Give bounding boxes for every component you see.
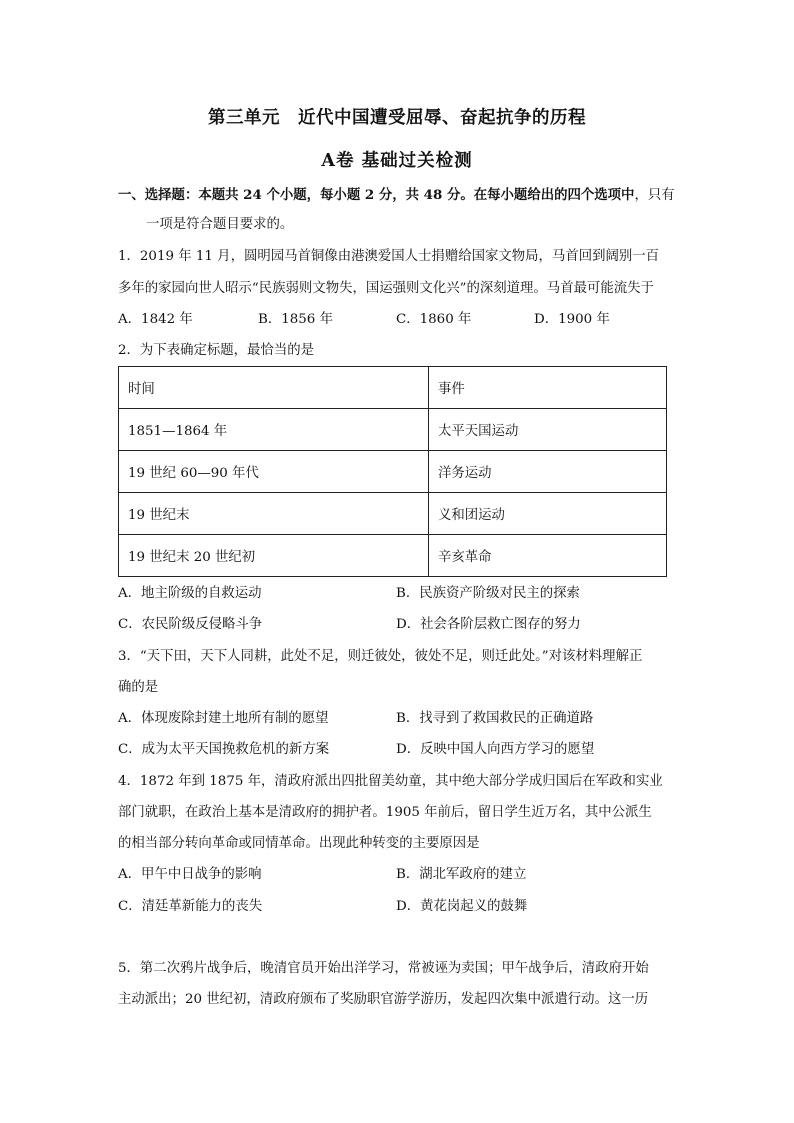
q2-option-a: A．地主阶级的自救运动 (118, 586, 262, 601)
q3-option-d: D．反映中国人向西方学习的愿望 (396, 742, 595, 757)
q5-line-1: 5．第二次鸦片战争后，晚清官员开始出洋学习，常被诬为卖国；甲午战争后，清政府开始 (118, 961, 649, 976)
table-header-row (119, 367, 667, 409)
q5-line-2: 主动派出；20 世纪初，清政府颁布了奖励职官游学游历，发起四次集中派遣行动。这一历 (118, 992, 649, 1007)
q3-option-a: A．体现废除封建土地所有制的愿望 (118, 711, 329, 726)
q4-option-d: D．黄花岗起义的鼓舞 (396, 899, 528, 914)
table-row (119, 535, 667, 577)
table-cell: 辛亥革命 (429, 535, 667, 577)
q1-line-1: 1．2019 年 11 月，圆明园马首铜像由港澳爱国人士捐赠给国家文物局，马首回到阔别一百 (118, 249, 660, 264)
q2-option-c: C．农民阶级反侵略斗争 (118, 617, 263, 632)
table-cell: 1851—1864 年 (119, 409, 429, 451)
q3-line-1: 3．“天下田，天下人同耕，此处不足，则迁彼处，彼处不足，则迁此处。”对该材料理解正 (118, 649, 643, 664)
q2-line-1: 2．为下表确定标题，最恰当的是 (118, 343, 314, 358)
q2-option-d: D．社会各阶层救亡图存的努力 (396, 617, 581, 632)
instructions-line-1 (118, 186, 675, 205)
q4-option-b: B．湖北军政府的建立 (396, 867, 527, 882)
q3-line-2: 确的是 (118, 680, 159, 695)
table-header-event: 事件 (429, 367, 667, 409)
q4-line-3: 的相当部分转向革命或同情革命。出现此种转变的主要原因是 (118, 836, 480, 851)
table-row (119, 451, 667, 493)
q1-option-a: A．1842 年 (118, 312, 193, 327)
q3-option-b: B．找寻到了救国救民的正确道路 (396, 711, 594, 726)
q1-option-d: D．1900 年 (534, 312, 610, 327)
table-cell: 19 世纪末 (119, 493, 429, 535)
table-header-time: 时间 (119, 367, 429, 409)
q3-option-c: C．成为太平天国挽救危机的新方案 (118, 742, 330, 757)
q4-line-1: 4．1872 年到 1875 年，清政府派出四批留美幼童，其中绝大部分学成归国后在军政和实业 (118, 774, 663, 789)
table-cell: 19 世纪末 20 世纪初 (119, 535, 429, 577)
instructions-emphasis: 四个选项中 (567, 187, 635, 203)
q2-option-b: B．民族资产阶级对民主的探索 (396, 586, 580, 601)
q1-option-b: B．1856 年 (258, 312, 333, 327)
table-row (119, 493, 667, 535)
paper-subtitle: A卷 基础过关检测 (321, 151, 473, 171)
q1-option-c: C．1860 年 (396, 312, 472, 327)
table-cell: 太平天国运动 (429, 409, 667, 451)
table-row (119, 409, 667, 451)
table-cell: 19 世纪 60—90 年代 (119, 451, 429, 493)
q1-line-2: 多年的家园向世人昭示“民族弱则文物失，国运强则文化兴”的深刻道理。马首最可能流失于 (118, 281, 654, 296)
table-cell: 义和团运动 (429, 493, 667, 535)
q2-table (118, 366, 667, 577)
unit-title: 第三单元 近代中国遭受屈辱、奋起抗争的历程 (208, 108, 586, 128)
instructions-line-2: 一项是符合题目要求的。 (146, 217, 294, 232)
q4-option-c: C．清廷革新能力的丧失 (118, 899, 263, 914)
instructions-text-1: 一、选择题：本题共 24 个小题，每小题 2 分，共 48 分。在每小题给出的 (118, 187, 568, 203)
q4-line-2: 部门就职，在政治上基本是清政府的拥护者。1905 年前后，留日学生近万名，其中公派生 (118, 805, 652, 820)
table-cell: 洋务运动 (429, 451, 667, 493)
instructions-text-2: ，只有 (634, 188, 675, 203)
q4-option-a: A．甲午中日战争的影响 (118, 867, 262, 882)
